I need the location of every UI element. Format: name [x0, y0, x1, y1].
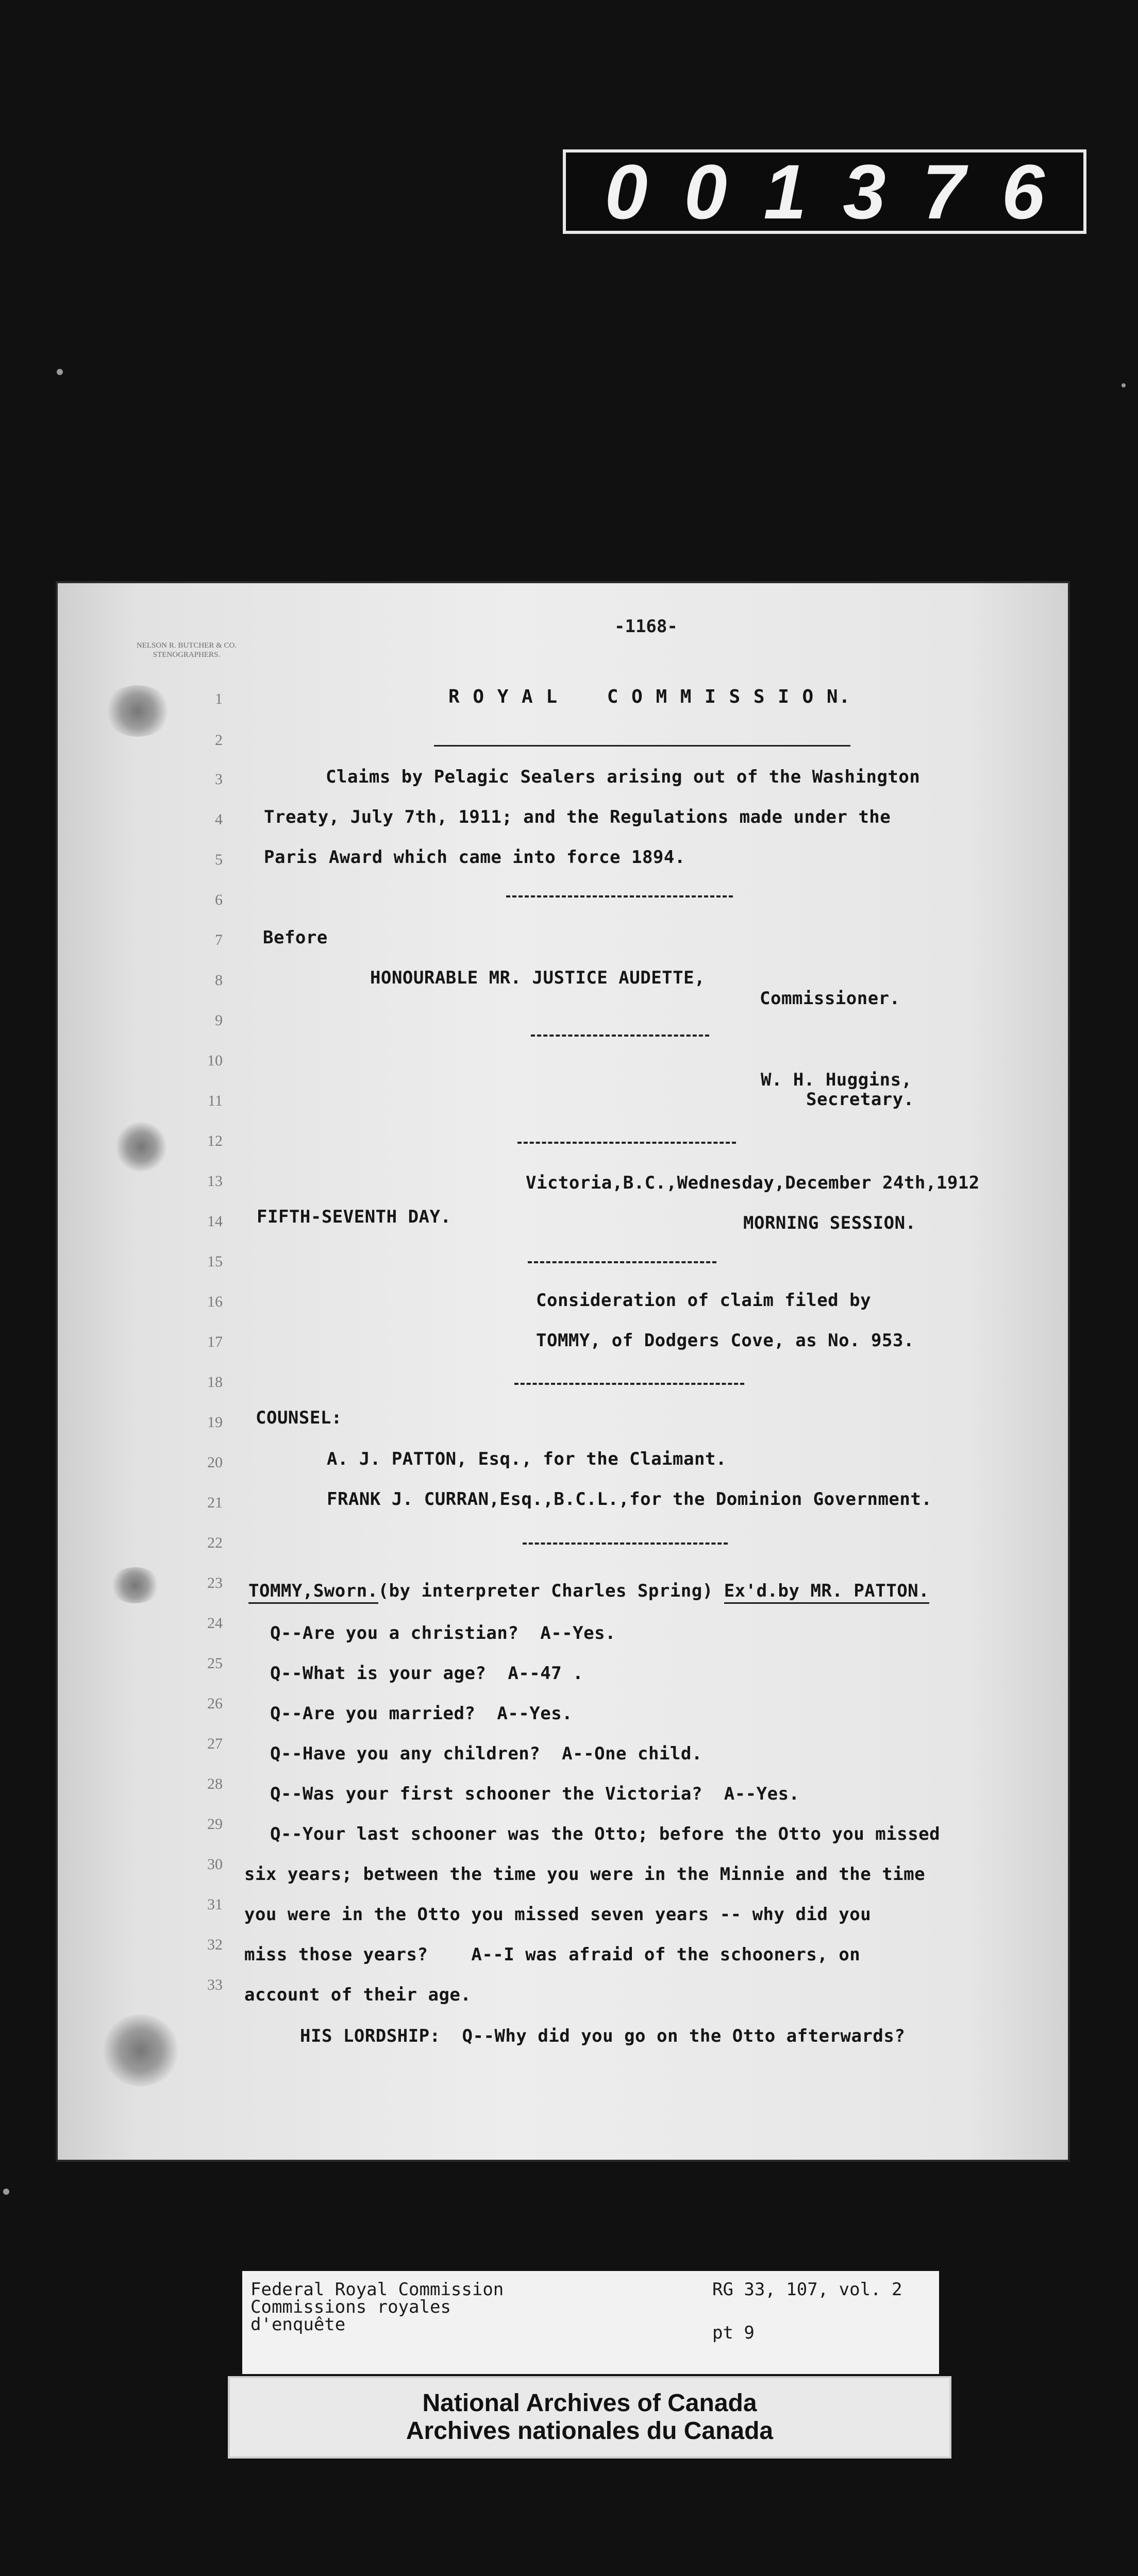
page-number: -1168- — [614, 616, 678, 637]
counsel-government: FRANK J. CURRAN,Esq.,B.C.L.,for the Dominion Government. — [327, 1489, 932, 1510]
justice-name: HONOURABLE MR. JUSTICE AUDETTE, — [370, 968, 706, 988]
testimony-line: account of their age. — [244, 1985, 472, 2005]
line-number: 7 — [215, 931, 223, 948]
frame-digit: 1 — [763, 148, 807, 235]
secretary-title: Secretary. — [806, 1089, 914, 1110]
title-rule — [434, 745, 850, 747]
line-number: 8 — [215, 972, 223, 989]
consideration-text: TOMMY, of Dodgers Cove, as No. 953. — [536, 1330, 914, 1351]
session-day: FIFTH-SEVENTH DAY. — [257, 1207, 451, 1227]
punch-hole — [102, 2014, 179, 2087]
punch-hole — [115, 1122, 167, 1172]
separator — [514, 1383, 744, 1385]
witness-interpreter: (by interpreter Charles Spring) — [378, 1581, 713, 1601]
line-number: 29 — [207, 1816, 223, 1833]
commissioner-title: Commissioner. — [760, 988, 900, 1009]
line-number: 18 — [207, 1374, 223, 1391]
frame-digit: 0 — [684, 148, 727, 235]
line-number: 15 — [207, 1253, 223, 1270]
film-speck — [1122, 383, 1126, 387]
counsel-heading: COUNSEL: — [256, 1408, 342, 1428]
testimony-line: you were in the Otto you missed seven years -- why did you — [244, 1904, 872, 1925]
claims-text: Paris Award which came into force 1894. — [264, 847, 685, 868]
film-speck — [57, 369, 63, 375]
testimony-line: Q--What is your age? A--47 . — [270, 1663, 584, 1684]
record-part: pt 9 — [712, 2323, 755, 2343]
claims-text: Treaty, July 7th, 1911; and the Regulations made under the — [264, 807, 891, 827]
frame-digit: 6 — [1001, 148, 1045, 235]
line-number: 30 — [207, 1856, 223, 1873]
collection-name: Federal Royal Commission — [250, 2279, 504, 2300]
archive-name-english: National Archives of Canada — [422, 2389, 757, 2417]
record-group: RG 33, 107, vol. 2 — [712, 2279, 902, 2300]
secretary-name: W. H. Huggins, — [761, 1070, 912, 1090]
testimony-line: HIS LORDSHIP: Q--Why did you go on the Otto afterwards? — [300, 2026, 906, 2046]
line-number: 1 — [215, 690, 223, 707]
line-number: 12 — [207, 1132, 223, 1149]
line-number: 14 — [207, 1213, 223, 1230]
place-date: Victoria,B.C.,Wednesday,December 24th,1912 — [526, 1173, 980, 1193]
line-number: 3 — [215, 771, 223, 788]
collection-name-fr: d'enquête — [250, 2314, 346, 2335]
consideration-text: Consideration of claim filed by — [536, 1290, 872, 1311]
line-number: 10 — [207, 1052, 223, 1069]
counsel-claimant: A. J. PATTON, Esq., for the Claimant. — [327, 1449, 727, 1469]
frame-digit: 7 — [922, 148, 965, 235]
punch-hole — [109, 1567, 161, 1603]
frame-digit: 0 — [605, 148, 648, 235]
line-number: 27 — [207, 1735, 223, 1752]
line-number: 22 — [207, 1534, 223, 1551]
witness-name: TOMMY,Sworn. — [248, 1581, 378, 1604]
testimony-line: miss those years? A--I was afraid of the schooners, on — [244, 1944, 861, 1965]
line-number: 33 — [207, 1976, 223, 1993]
before-label: Before — [263, 927, 328, 948]
line-number: 6 — [215, 891, 223, 908]
archive-reference-label — [242, 2271, 939, 2374]
line-number: 4 — [215, 811, 223, 828]
testimony-line: Q--Was your first schooner the Victoria? A--Yes. — [270, 1784, 800, 1804]
line-number: 9 — [215, 1012, 223, 1029]
separator — [506, 895, 733, 897]
line-number: 25 — [207, 1655, 223, 1672]
separator — [517, 1142, 736, 1144]
line-number: 31 — [207, 1896, 223, 1913]
line-number: 17 — [207, 1333, 223, 1350]
claims-text: Claims by Pelagic Sealers arising out of the Washington — [326, 767, 921, 787]
frame-digit: 3 — [843, 148, 886, 235]
frame-number-box — [563, 149, 1086, 234]
separator — [528, 1261, 716, 1263]
testimony-line: Q--Are you a christian? A--Yes. — [270, 1623, 616, 1643]
line-number: 24 — [207, 1615, 223, 1632]
stenographer-stamp: NELSON R. BUTCHER & CO. STENOGRAPHERS. — [136, 641, 237, 659]
testimony-line: Q--Have you any children? A--One child. — [270, 1743, 702, 1764]
line-number: 23 — [207, 1574, 223, 1591]
archive-name-label — [228, 2376, 951, 2459]
document-title: R O Y A L C O M M I S S I O N. — [448, 686, 851, 707]
line-number: 2 — [215, 732, 223, 749]
line-number: 20 — [207, 1454, 223, 1471]
separator — [523, 1543, 728, 1545]
line-number: 21 — [207, 1494, 223, 1511]
line-number: 5 — [215, 851, 223, 868]
collection-name-fr: Commissions royales — [250, 2297, 451, 2317]
line-number: 16 — [207, 1293, 223, 1310]
document-page — [58, 583, 1068, 2160]
film-speck — [3, 2189, 9, 2195]
line-number: 19 — [207, 1414, 223, 1431]
separator — [531, 1035, 709, 1037]
line-number: 13 — [207, 1173, 223, 1190]
testimony-line: Q--Your last schooner was the Otto; before the Otto you missed — [270, 1824, 941, 1844]
line-number: 32 — [207, 1936, 223, 1953]
session-time: MORNING SESSION. — [743, 1213, 916, 1233]
witness-line — [248, 1581, 929, 1601]
archive-name-french: Archives nationales du Canada — [406, 2417, 774, 2445]
line-number: 26 — [207, 1695, 223, 1712]
testimony-line: Q--Are you married? A--Yes. — [270, 1703, 573, 1724]
witness-examiner: Ex'd.by MR. PATTON. — [724, 1581, 929, 1604]
testimony-line: six years; between the time you were in the Minnie and the time — [244, 1864, 926, 1885]
line-number: 11 — [208, 1092, 223, 1109]
line-number: 28 — [207, 1775, 223, 1792]
punch-hole — [104, 685, 171, 737]
